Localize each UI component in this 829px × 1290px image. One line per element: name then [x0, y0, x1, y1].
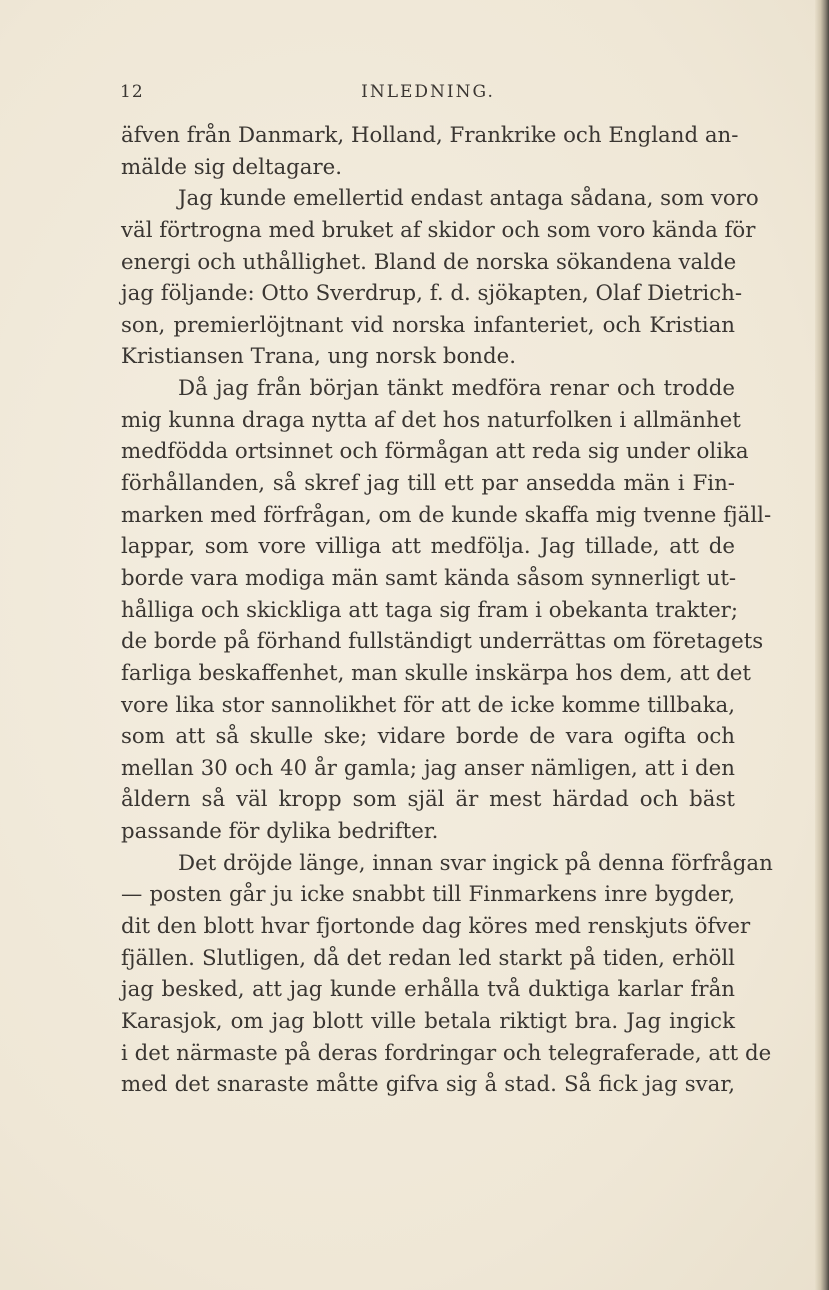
text-line: jag besked, att jag kunde erhålla två duktiga karlar från: [121, 977, 735, 1003]
text-line: mellan 30 och 40 år gamla; jag anser nämligen, att i den: [121, 755, 735, 781]
text-line: borde vara modiga män samt kända såsom synnerligt ut-: [121, 565, 737, 591]
text-line: energi och uthållighet. Bland de norska sökandena valde: [121, 249, 737, 275]
text-line: medfödda ortsinnet och förmågan att reda sig under olika: [121, 439, 749, 465]
text-line: farliga beskaffenhet, man skulle inskärpa hos dem, att det: [121, 660, 751, 686]
page-number: 12: [120, 82, 144, 102]
text-line: Jag kunde emellertid endast antaga sådana, som voro: [178, 186, 759, 212]
text-line: som att så skulle ske; vidare borde de vara ogifta och: [121, 724, 735, 750]
text-line: fjällen. Slutligen, då det redan led starkt på tiden, erhöll: [121, 945, 735, 971]
text-line: passande för dylika bedrifter.: [121, 819, 439, 845]
running-head: INLEDNING.: [361, 82, 495, 102]
page-header: [120, 82, 736, 106]
text-line: med det snaraste måtte gifva sig å stad. Så fick jag svar,: [121, 1072, 735, 1098]
text-line: vore lika stor sannolikhet för att de icke komme tillbaka,: [121, 692, 735, 718]
text-line: åldern så väl kropp som själ är mest härdad och bäst: [121, 787, 735, 813]
text-line: Karasjok, om jag blott ville betala riktigt bra. Jag ingick: [121, 1008, 735, 1034]
text-line: hålliga och skickliga att taga sig fram i obekanta trakter;: [121, 597, 739, 623]
text-line: mälde sig deltagare.: [121, 154, 343, 180]
text-line: Då jag från början tänkt medföra renar och trodde: [178, 376, 735, 402]
page-edge: [815, 0, 829, 1290]
body-text: [121, 120, 773, 1101]
text-line: äfven från Danmark, Holland, Frankrike och England an-: [121, 123, 739, 148]
text-line: lappar, som vore villiga att medfölja. Jag tillade, att de: [121, 534, 735, 560]
text-line: de borde på förhand fullständigt underrättas om företagets: [121, 629, 764, 655]
text-line: väl förtrogna med bruket af skidor och som voro kända för: [121, 217, 756, 243]
text-line: Kristiansen Trana, ung norsk bonde.: [121, 344, 517, 370]
text-line: marken med förfrågan, om de kunde skaffa mig tvenne fjäll-: [121, 502, 772, 528]
text-line: Det dröjde länge, innan svar ingick på denna förfrågan: [178, 850, 773, 876]
text-line: dit den blott hvar fjortonde dag köres med renskjuts öfver: [121, 914, 751, 940]
text-line: jag följande: Otto Sverdrup, f. d. sjökapten, Olaf Dietrich-: [121, 281, 743, 307]
text-line: — posten går ju icke snabbt till Finmarkens inre bygder,: [121, 882, 735, 908]
text-line: i det närmaste på deras fordringar och telegraferade, att de: [121, 1040, 772, 1066]
text-line: mig kunna draga nytta af det hos naturfolken i allmänhet: [121, 407, 741, 433]
text-line: son, premierlöjtnant vid norska infanteriet, och Kristian: [121, 312, 735, 338]
text-line: förhållanden, så skref jag till ett par ansedda män i Fin-: [121, 471, 735, 497]
